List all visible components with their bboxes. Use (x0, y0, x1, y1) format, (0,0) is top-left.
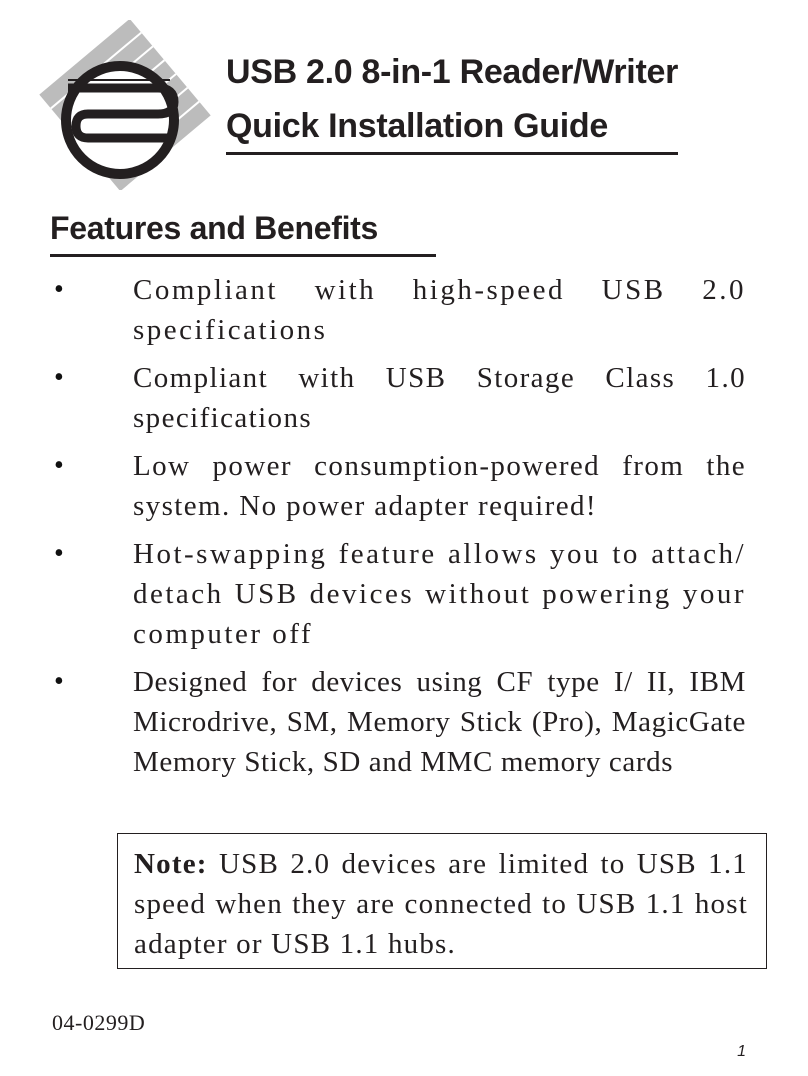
feature-text: Low power consumption-powered from the system. No power adapter required! (133, 450, 746, 522)
bullet-icon: • (54, 538, 64, 569)
title-underline (226, 152, 678, 155)
bullet-icon: • (54, 362, 64, 393)
feature-text: Designed for devices using CF type I/ II, IBM Microdrive, SM, Memory Stick (Pro), MagicGate Memory Stick, SD and MMC memory cards (133, 666, 746, 778)
document-title (226, 52, 786, 146)
document-code: 04-0299D (52, 1010, 146, 1035)
note-label: Note: (134, 848, 208, 880)
bullet-icon: • (54, 274, 64, 305)
note-box (117, 833, 767, 969)
list-item (50, 358, 750, 438)
list-item (50, 446, 750, 526)
bullet-icon: • (54, 450, 64, 481)
list-item (50, 534, 750, 654)
feature-text: Compliant with USB Storage Class 1.0 specifications (133, 362, 746, 434)
note-body: USB 2.0 devices are limited to USB 1.1 speed when they are connected to USB 1.1 host adapter or USB 1.1 hubs. (134, 848, 748, 960)
feature-text: Hot-swapping feature allows you to attach/ detach USB devices without powering your computer off (133, 538, 746, 650)
list-item (50, 662, 750, 782)
feature-text: Compliant with high-speed USB 2.0 specifications (133, 274, 746, 346)
siig-logo-icon (38, 20, 212, 190)
bullet-icon: • (54, 666, 64, 697)
note-text (134, 844, 748, 964)
section-heading-underline (50, 254, 436, 257)
features-list (50, 270, 750, 790)
page-number: 1 (737, 1043, 746, 1060)
title-line-guide: Quick Installation Guide (226, 107, 608, 145)
list-item (50, 270, 750, 350)
title-line-product: USB 2.0 8-in-1 Reader/Writer (226, 53, 679, 91)
section-heading: Features and Benefits (50, 210, 379, 246)
